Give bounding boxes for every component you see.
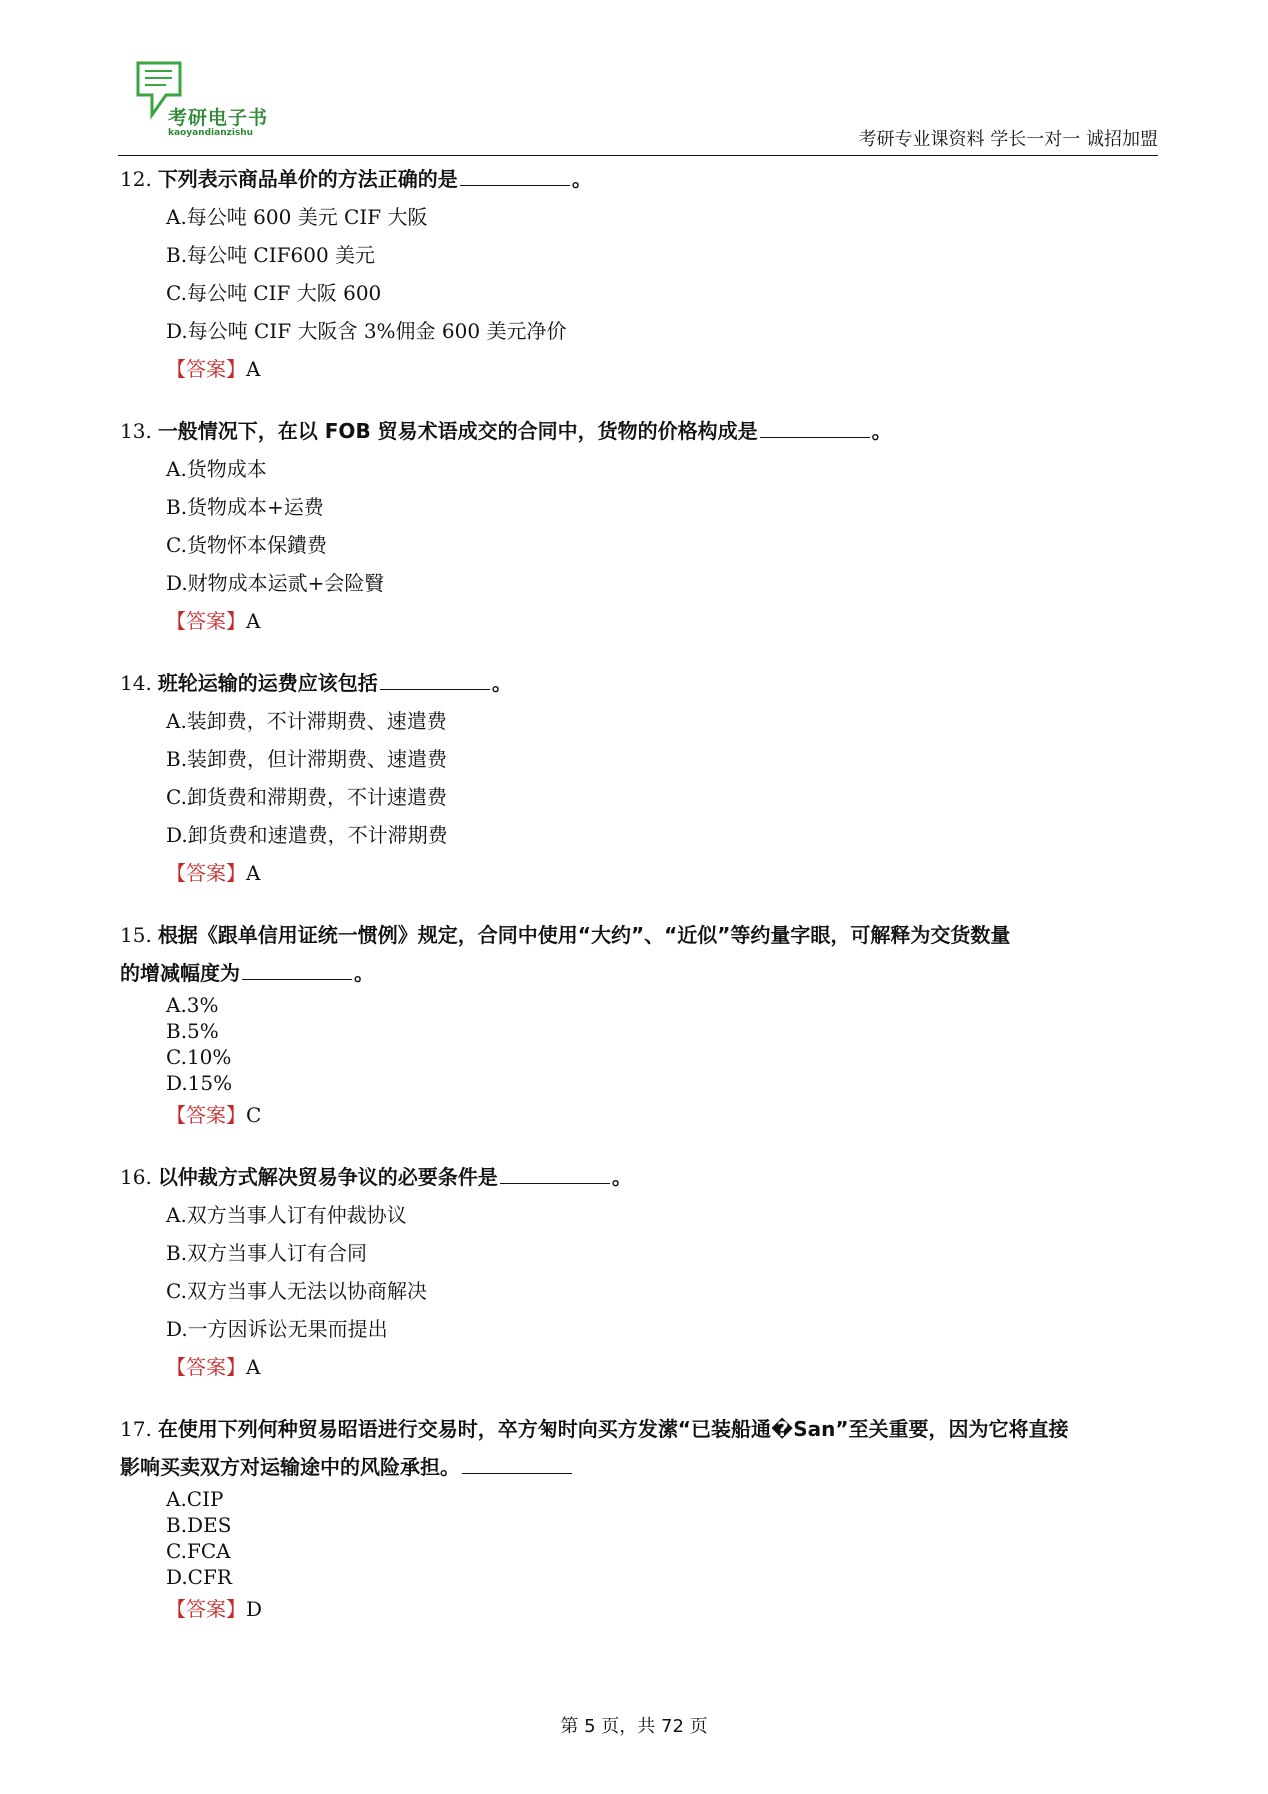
question-number: 15. (120, 923, 152, 947)
answer-label: 【答案】 (166, 861, 246, 885)
question-list (120, 160, 1160, 1652)
option-c: C.双方当事人无法以协商解决 (166, 1279, 427, 1303)
question-text: 根据《跟单信用证统一惯例》规定，合同中使用“大约”、“近似”等约量字眼，可解释为交货数量 (157, 923, 1011, 947)
answer-label: 【答案】 (166, 357, 246, 381)
answer-line (120, 1096, 1160, 1134)
question-text: 下列表示商品单价的方法正确的是 (157, 167, 458, 191)
option-a: A.货物成本 (166, 457, 267, 481)
question-stem-line2 (120, 954, 1160, 992)
option-a: A.3% (166, 993, 219, 1017)
answer-blank (460, 167, 570, 186)
answer-blank (500, 1165, 610, 1184)
answer-value: A (246, 357, 261, 381)
answer-value: C (246, 1103, 262, 1127)
answer-blank (760, 419, 870, 438)
question-stem (120, 664, 1160, 702)
answer-value: A (246, 1355, 261, 1379)
question-text: 在使用下列何种贸易昭语进行交易时，卒方匊时向买方发潆“已装船通�San”至关重要，因为它将直接 (157, 1417, 1069, 1441)
option-b: B.5% (166, 1019, 219, 1043)
question-15 (120, 916, 1160, 1134)
answer-value: A (246, 861, 261, 885)
question-text-line2: 的增减幅度为 (120, 961, 240, 985)
option-b: B.装卸费，但计滞期费、速遣费 (166, 747, 448, 771)
question-tail: 。 (611, 1165, 632, 1189)
answer-value: A (246, 609, 261, 633)
question-17 (120, 1410, 1160, 1628)
question-tail: 。 (571, 167, 592, 191)
question-stem (120, 916, 1160, 954)
option-c: C.货物怀本保鐨费 (166, 533, 327, 557)
question-text: 班轮运输的运费应该包括 (157, 671, 378, 695)
option-d: D.CFR (166, 1565, 232, 1589)
answer-label: 【答案】 (166, 609, 246, 633)
question-stem (120, 1158, 1160, 1196)
header-tagline: 考研专业课资料 学长一对一 诚招加盟 (858, 129, 1158, 150)
page-header (118, 55, 1158, 155)
option-d: D.15% (166, 1071, 233, 1095)
question-16 (120, 1158, 1160, 1386)
option-d: D.每公吨 CIF 大阪含 3%佣金 600 美元净价 (166, 319, 567, 343)
option-c: C.每公吨 CIF 大阪 600 (166, 281, 382, 305)
question-number: 12. (120, 167, 152, 191)
question-stem (120, 160, 1160, 198)
answer-label: 【答案】 (166, 1597, 246, 1621)
option-a: A.双方当事人订有仲裁协议 (166, 1203, 407, 1227)
option-a: A.每公吨 600 美元 CIF 大阪 (166, 205, 428, 229)
question-13 (120, 412, 1160, 640)
answer-value: D (246, 1597, 263, 1621)
option-a: A.装卸费，不计滞期费、速遣费 (166, 709, 447, 733)
option-c: C.10% (166, 1045, 232, 1069)
question-12 (120, 160, 1160, 388)
header-divider (118, 155, 1158, 156)
question-text: 一般情况下，在以 FOB 贸易术语成交的合同中，货物的价格构成是 (157, 419, 758, 443)
question-number: 16. (120, 1165, 152, 1189)
logo-title: 考研电子书 (168, 107, 269, 129)
question-14 (120, 664, 1160, 892)
option-b: B.DES (166, 1513, 232, 1537)
question-stem (120, 1410, 1160, 1448)
option-b: B.货物成本+运费 (166, 495, 324, 519)
answer-blank (462, 1455, 572, 1474)
option-c: C.FCA (166, 1539, 231, 1563)
question-text: 以仲裁方式解决贸易争议的必要条件是 (157, 1165, 498, 1189)
question-tail: 。 (871, 419, 892, 443)
option-d: D.财物成本运贰+会险贀 (166, 571, 385, 595)
option-d: D.卸货费和速遣费，不计滞期费 (166, 823, 448, 847)
answer-blank (242, 961, 352, 980)
option-b: B.每公吨 CIF600 美元 (166, 243, 376, 267)
option-c: C.卸货费和滞期费，不计速遣费 (166, 785, 447, 809)
question-stem (120, 412, 1160, 450)
answer-label: 【答案】 (166, 1355, 246, 1379)
answer-line (120, 854, 1160, 892)
answer-line (120, 1590, 1160, 1628)
question-number: 13. (120, 419, 152, 443)
answer-label: 【答案】 (166, 1103, 246, 1127)
question-number: 17. (120, 1417, 152, 1441)
answer-line (120, 350, 1160, 388)
option-b: B.双方当事人订有合同 (166, 1241, 368, 1265)
answer-blank (380, 671, 490, 690)
option-d: D.一方因诉讼无果而提出 (166, 1317, 388, 1341)
page-footer: 第 5 页，共 72 页 (560, 1716, 708, 1737)
question-tail: 。 (354, 961, 374, 985)
question-tail: 。 (491, 671, 512, 695)
question-number: 14. (120, 671, 152, 695)
question-stem-line2 (120, 1448, 1160, 1486)
question-text-line2: 影响买卖双方对运输途中的风险承担。 (120, 1455, 460, 1479)
logo-subtitle: kaoyandianzishu (168, 128, 254, 138)
answer-line (120, 1348, 1160, 1386)
option-a: A.CIP (166, 1487, 224, 1511)
answer-line (120, 602, 1160, 640)
